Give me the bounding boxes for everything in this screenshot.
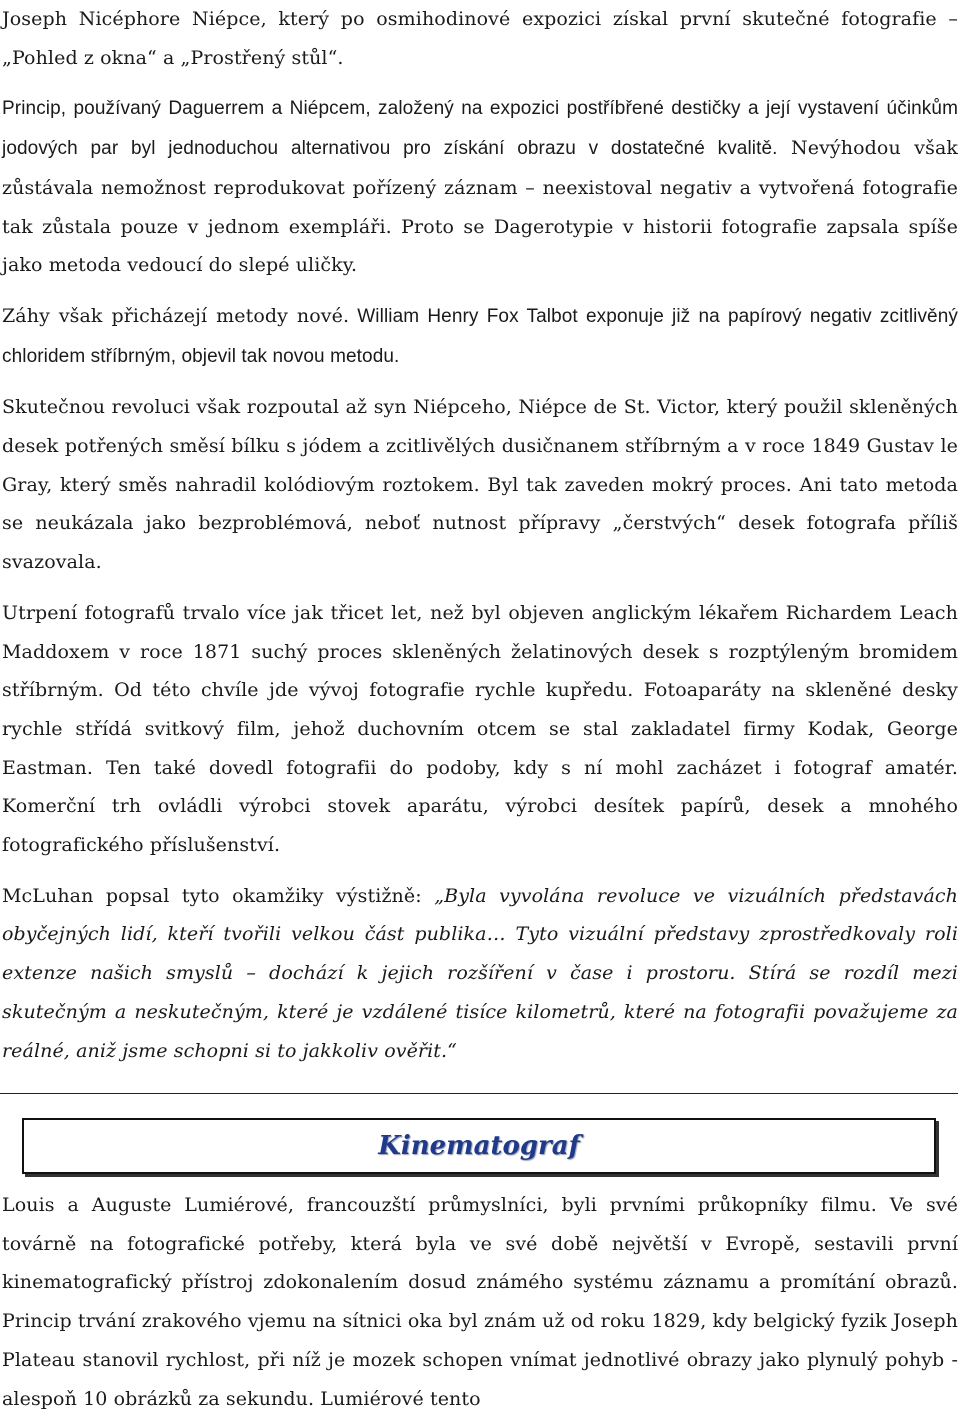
section-heading: Kinematograf: [378, 1131, 580, 1161]
paragraph-dry-process: [2, 594, 958, 865]
paragraph-text-sans: William Henry Fox Talbot exponuje již na papírový negativ zcitlivěný chloridem stříbrným, objevil tak novou metodu.: [2, 305, 958, 367]
paragraph-lumiere: [2, 1186, 958, 1418]
section-divider: [0, 1093, 958, 1094]
paragraph-revolution: [2, 388, 958, 582]
document-body: [2, 0, 958, 1070]
paragraph-text: Nevýhodou však zůstávala nemožnost reprodukovat pořízený záznam – neexistoval negativ a vytvořená fotografie tak zůstala pouze v jednom exempláři. Proto se Dagerotypie v historii fotografie zapsala spíše jako metoda vedoucí do slepé uličky.: [2, 137, 958, 277]
paragraph-mcluhan: [2, 877, 958, 1071]
paragraph-text: McLuhan popsal tyto okamžiky výstižně:: [2, 884, 435, 907]
section-heading-box: [22, 1118, 936, 1174]
section-body: [2, 1186, 958, 1418]
paragraph-talbot: [2, 297, 958, 376]
mcluhan-quote: „Byla vyvolána revoluce ve vizuálních představách obyčejných lidí, kteří tvořili velkou část publika… Tyto vizuální představy zprostředkovaly roli extenze našich smyslů – dochází k jejich rozšíření v čase i prostoru. Stírá se rozdíl mezi skutečným a neskutečným, které je vzdálené tisíce kilometrů, které na fotografii považujeme za reálné, aniž jsme schopni si to jakkoliv ověřit.“: [2, 884, 958, 1062]
paragraph-text-sans: Princip, používaný Daguerrem a Niépcem, založený na expozici postříbřené destičky a její vystavení účinkům jodových par byl jednoduchou alternativou pro získání obrazu v dostatečné kvalitě.: [2, 98, 958, 160]
paragraph-text: Záhy však přicházejí metody nové.: [2, 304, 350, 327]
paragraph-text: Louis a Auguste Lumiérové, francouzští průmyslníci, byli prvními průkopníky filmu. Ve své továrně na fotografické potřeby, která byla ve své době největší v Evropě, sestavili první kinematografický přístroj zdokonalením dosud známého systému záznamu a promítání obrazů. Princip trvání zrakového vjemu na sítnici oka byl znám už od roku 1829, kdy belgický fyzik Joseph Plateau stanovil rychlost, při níž je mozek schopen vnímat jednotlivé obrazy jako plynulý pohyb - alespoň 10 obrázků za sekundu. Lumiérové tento: [2, 1194, 958, 1410]
paragraph-text: Utrpení fotografů trvalo více jak třicet let, než byl objeven anglickým lékařem Richardem Leach Maddoxem v roce 1871 suchý proces skleněných želatinových desek s rozptýleným bromidem stříbrným. Od této chvíle jde vývoj fotografie rychle kupředu. Fotoaparáty na skleněné desky rychle střídá svitkový film, jehož duchovním otcem se stal zakladatel firmy Kodak, George Eastman. Ten také dovedl fotografii do podoby, kdy s ní mohl zacházet i fotograf amatér. Komerční trh ovládli výrobci stovek aparátu, výrobci desítek papírů, desek a mnohého fotografického příslušenství.: [2, 601, 958, 857]
paragraph-text: Skutečnou revoluci však rozpoutal až syn Niépceho, Niépce de St. Victor, který použil skleněných desek potřených směsí bílku s jódem a zcitlivělých dusičnanem stříbrným a v roce 1849 Gustav le Gray, který směs nahradil kolódiovým roztokem. Byl tak zaveden mokrý proces. Ani tato metoda se neukázala jako bezproblémová, neboť nutnost přípravy „čerstvých“ desek fotografa příliš svazovala.: [2, 396, 958, 574]
paragraph-niepce: [2, 0, 958, 77]
paragraph-daguerre: [2, 89, 958, 285]
paragraph-text: Joseph Nicéphore Niépce, který po osmihodinové expozici získal první skutečné fotografie – „Pohled z okna“ a „Prostřený stůl“.: [2, 8, 958, 69]
